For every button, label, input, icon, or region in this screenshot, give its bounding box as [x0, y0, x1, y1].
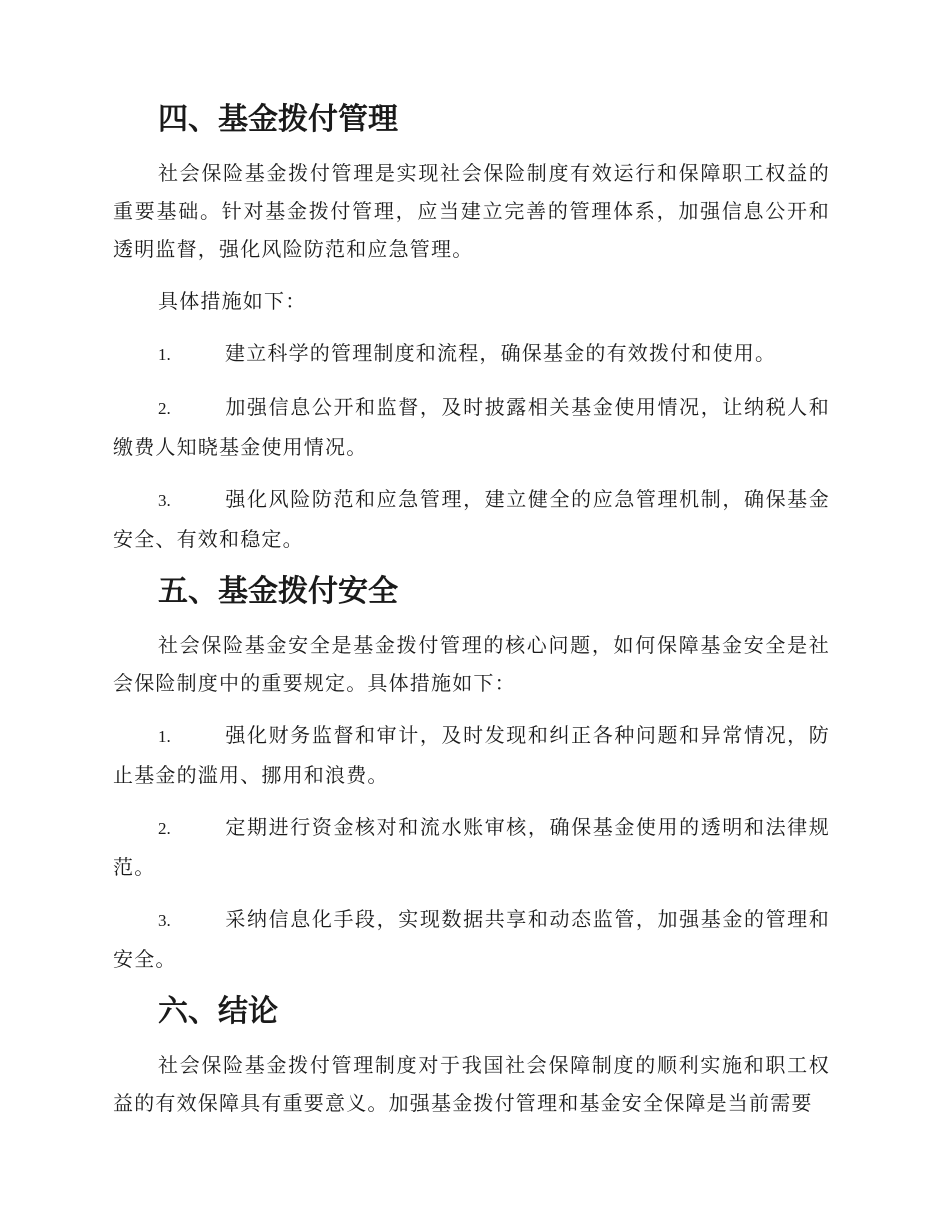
list-item-number: 1.: [158, 345, 171, 364]
list-item-number: 2.: [158, 819, 171, 838]
list-item: [113, 334, 830, 374]
paragraph: 社会保险基金拨付管理制度对于我国社会保障制度的顺利实施和职工权益的有效保障具有重要意义。加强基金拨付管理和基金安全保障是当前需要: [113, 1053, 830, 1115]
list-item-number: 1.: [158, 727, 171, 746]
list-item-text: 建立科学的管理制度和流程，确保基金的有效拨付和使用。: [225, 341, 777, 365]
section-heading-6: 六、结论: [158, 994, 278, 1029]
list-item-text: 强化风险防范和应急管理，建立健全的应急管理机制，确保基金安全、有效和稳定。: [113, 487, 830, 551]
list-item: [113, 808, 830, 886]
section-heading-4: 四、基金拨付管理: [158, 102, 398, 137]
list-item: [113, 900, 830, 978]
list-item: [113, 480, 830, 558]
list-item-text: 采纳信息化手段，实现数据共享和动态监管，加强基金的管理和安全。: [113, 907, 830, 971]
list-item-text: 加强信息公开和监督，及时披露相关基金使用情况，让纳税人和缴费人知晓基金使用情况。: [113, 395, 830, 459]
section-heading-5: 五、基金拨付安全: [158, 574, 398, 609]
list-item: [113, 388, 830, 466]
list-item-text: 强化财务监督和审计，及时发现和纠正各种问题和异常情况，防止基金的滥用、挪用和浪费。: [113, 723, 830, 787]
list-item-number: 2.: [158, 399, 171, 418]
list-item-number: 3.: [158, 491, 171, 510]
list-item: [113, 716, 830, 794]
paragraph: 社会保险基金安全是基金拨付管理的核心问题，如何保障基金安全是社会保险制度中的重要规定。具体措施如下：: [113, 633, 830, 695]
list-item-text: 定期进行资金核对和流水账审核，确保基金使用的透明和法律规范。: [113, 815, 830, 879]
paragraph: 社会保险基金拨付管理是实现社会保险制度有效运行和保障职工权益的重要基础。针对基金拨付管理，应当建立完善的管理体系，加强信息公开和透明监督，强化风险防范和应急管理。: [113, 161, 830, 261]
document-body: [113, 100, 830, 1136]
list-item-number: 3.: [158, 911, 171, 930]
paragraph: 具体措施如下：: [158, 289, 307, 313]
